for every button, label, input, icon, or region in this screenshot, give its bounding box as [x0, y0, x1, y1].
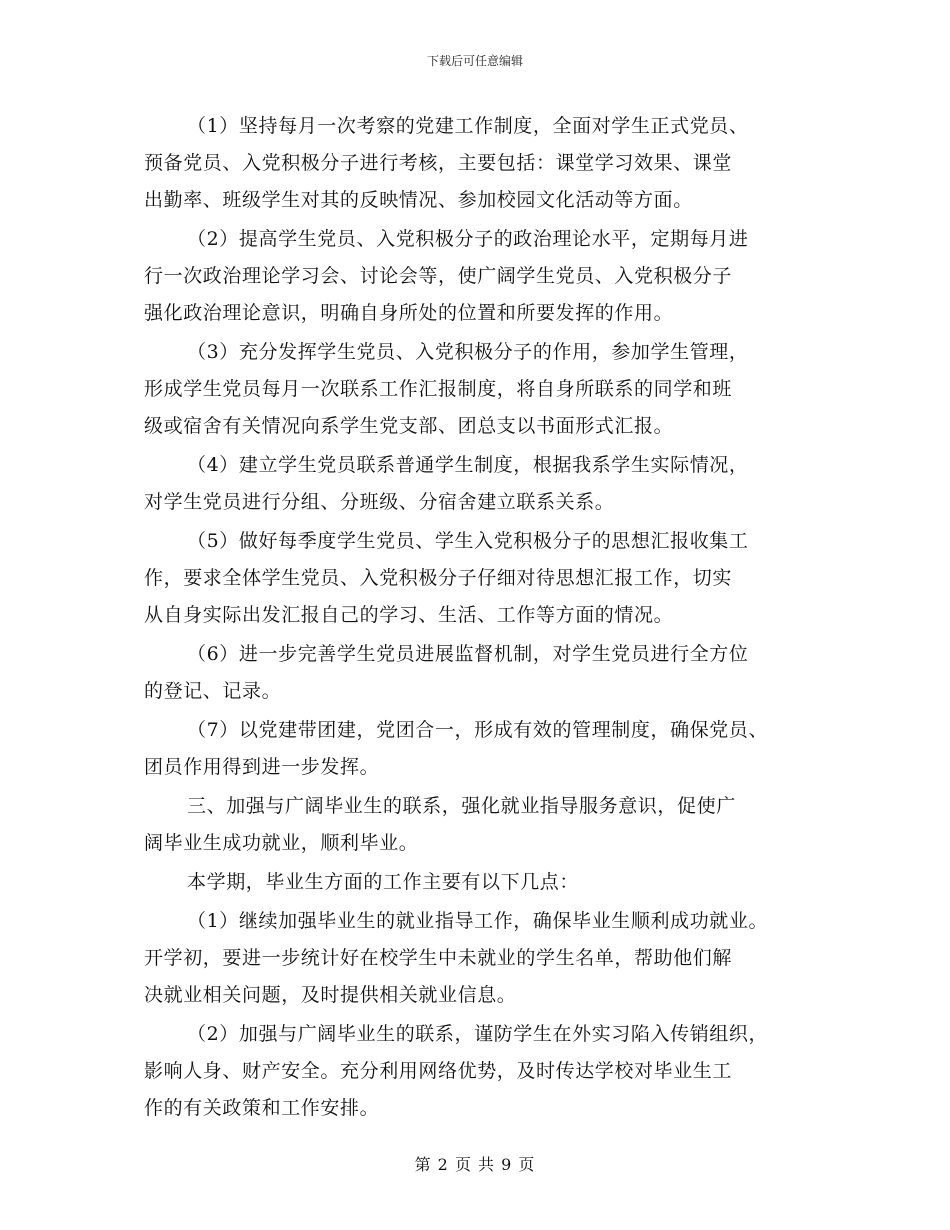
paragraph-7: [144, 712, 824, 786]
paragraph-line: 开学初，要进一步统计好在校学生中未就业的学生名单，帮助他们解: [144, 947, 733, 969]
paragraph-line: （1）坚持每月一次考察的党建工作制度，全面对学生正式党员、: [187, 115, 749, 137]
paragraph-line: （4）建立学生党员联系普通学生制度，根据我系学生实际情况，: [187, 454, 749, 476]
paragraph-line: 团员作用得到进一步发挥。: [144, 756, 380, 778]
paragraph-line: 对学生党员进行分组、分班级、分宿舍建立联系关系。: [144, 491, 615, 513]
paragraph-4: [144, 447, 824, 521]
page-header: 下载后可任意编辑: [426, 54, 523, 68]
document-body: [144, 108, 824, 1127]
paragraph-line: （5）做好每季度学生党员、学生入党积极分子的思想汇报收集工: [187, 530, 749, 552]
paragraph-line: （1）继续加强毕业生的就业指导工作，确保毕业生顺利成功就业。: [187, 910, 769, 932]
paragraph-line: 出勤率、班级学生对其的反映情况、参加校园文化活动等方面。: [144, 189, 693, 211]
paragraph-grad-2: [144, 1016, 824, 1127]
paragraph-line: 决就业相关问题，及时提供相关就业信息。: [144, 984, 517, 1006]
paragraph-line: （2）加强与广阔毕业生的联系，谨防学生在外实习陷入传销组织，: [187, 1023, 769, 1045]
paragraph-line: 形成学生党员每月一次联系工作汇报制度，将自身所联系的同学和班: [144, 378, 733, 400]
paragraph-line: 作，要求全体学生党员、入党积极分子仔细对待思想汇报工作，切实: [144, 567, 733, 589]
paragraph-line: （7）以党建带团建，党团合一，形成有效的管理制度，确保党员、: [187, 719, 769, 741]
paragraph-line: 行一次政治理论学习会、讨论会等，使广阔学生党员、入党积极分子: [144, 265, 733, 287]
section-heading-3: [144, 788, 824, 862]
paragraph-3: [144, 334, 824, 445]
paragraph-line: 从自身实际出发汇报自己的学习、生活、工作等方面的情况。: [144, 604, 674, 626]
paragraph-line: 强化政治理论意识，明确自身所处的位置和所要发挥的作用。: [144, 302, 674, 324]
paragraph-grad-1: [144, 903, 824, 1014]
paragraph-line: 级或宿舍有关情况向系学生党支部、团总支以书面形式汇报。: [144, 415, 674, 437]
paragraph-5: [144, 523, 824, 634]
paragraph-line: 三、加强与广阔毕业生的联系，强化就业指导服务意识，促使广: [187, 795, 736, 817]
paragraph-line: 影响人身、财产安全。充分利用网络优势，及时传达学校对毕业生工: [144, 1060, 733, 1082]
paragraph-1: [144, 108, 824, 219]
paragraph-intro: [144, 864, 824, 901]
paragraph-6: [144, 636, 824, 710]
paragraph-line: （3）充分发挥学生党员、入党积极分子的作用，参加学生管理，: [187, 341, 749, 363]
page-number: 第 2 页 共 9 页: [414, 1155, 536, 1174]
paragraph-line: 阔毕业生成功就业，顺利毕业。: [144, 832, 419, 854]
paragraph-line: 本学期，毕业生方面的工作主要有以下几点：: [187, 871, 580, 893]
paragraph-2: [144, 221, 824, 332]
paragraph-line: 的登记、记录。: [144, 680, 282, 702]
paragraph-line: 作的有关政策和工作安排。: [144, 1097, 380, 1119]
paragraph-line: 预备党员、入党积极分子进行考核，主要包括：课堂学习效果、课堂: [144, 152, 733, 174]
paragraph-line: （6）进一步完善学生党员进展监督机制，对学生党员进行全方位: [187, 643, 749, 665]
paragraph-line: （2）提高学生党员、入党积极分子的政治理论水平，定期每月进: [187, 228, 749, 250]
